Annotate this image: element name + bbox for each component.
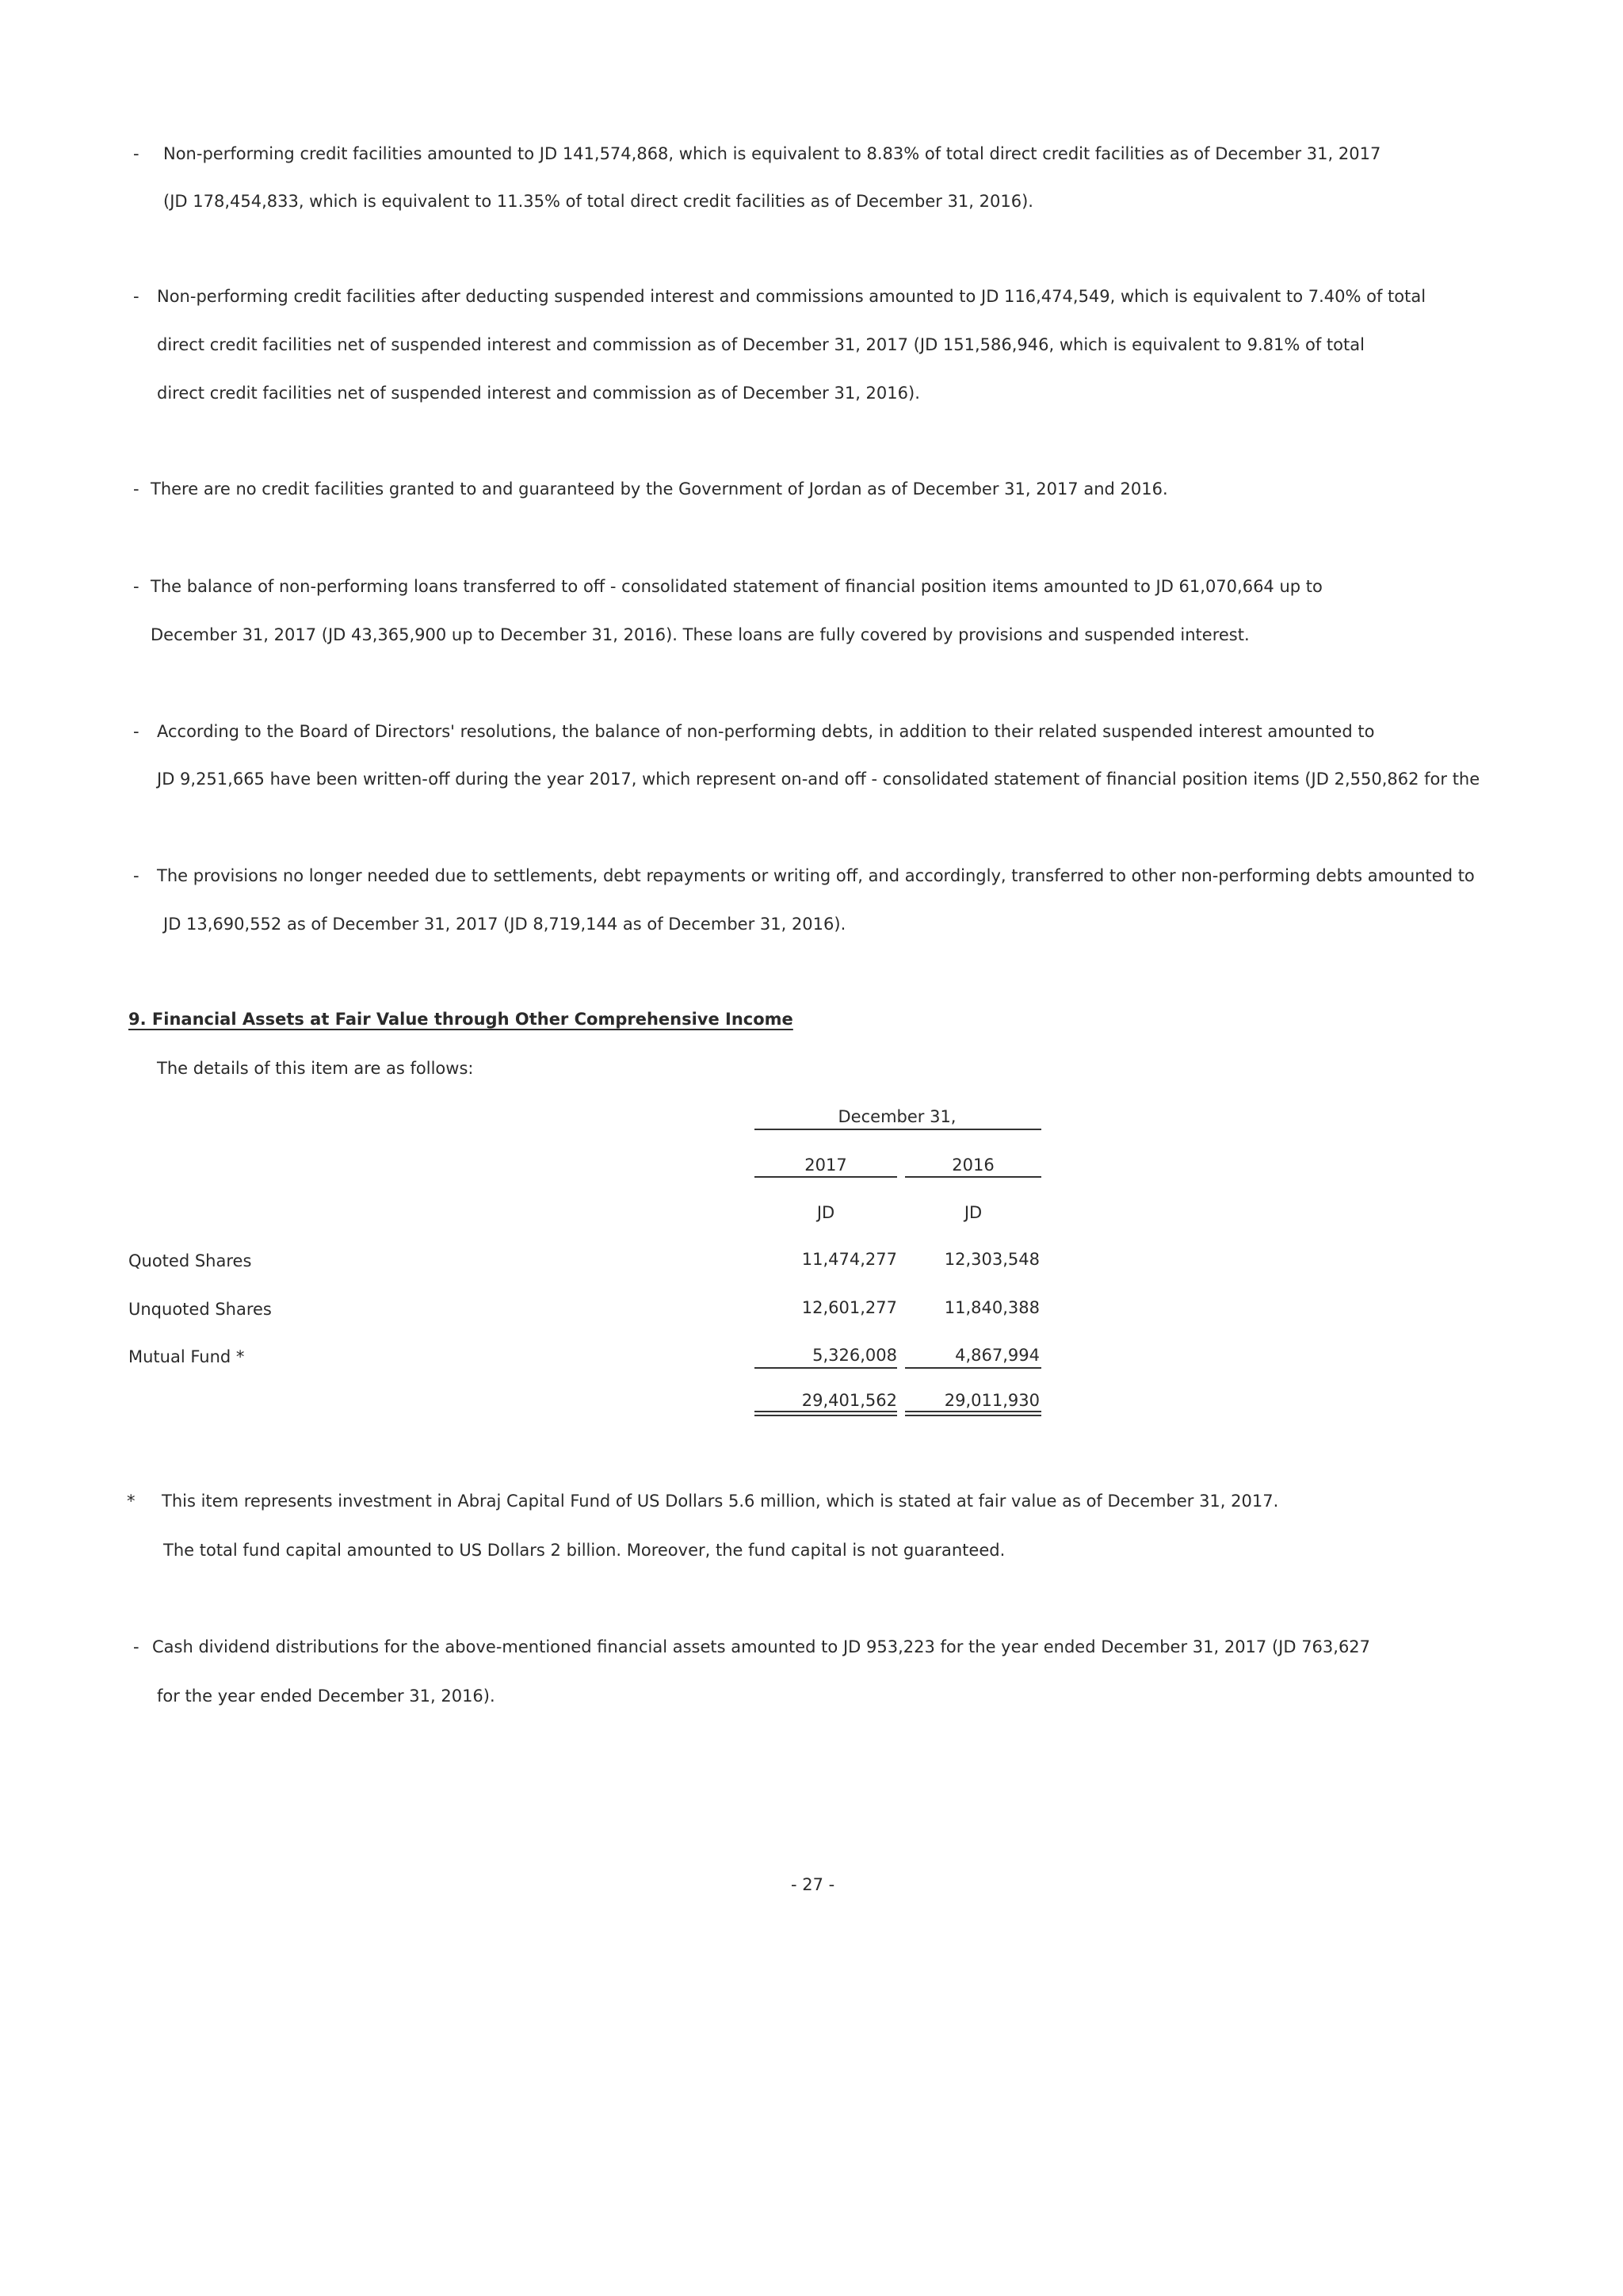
- bullet-marker: -: [133, 479, 139, 499]
- total-double-rule-2017: [754, 1411, 897, 1416]
- bullet-2-line-1: Non-performing credit facilities after deducting suspended interest and commissions amounted to JD 116,474,549, which is equivalent to 7.40% of total: [157, 287, 1426, 306]
- bullet-marker: -: [133, 577, 139, 596]
- section-intro: The details of this item are as follows:: [157, 1059, 474, 1078]
- table-period-header: December 31,: [838, 1107, 957, 1126]
- table-total-2016: 29,011,930: [944, 1391, 1040, 1410]
- table-cell-2016: 12,303,548: [944, 1250, 1040, 1269]
- bullet-4-line-1: The balance of non-performing loans transferred to off - consolidated statement of financial position items amounted to JD 61,070,664 up to: [151, 577, 1323, 596]
- bullet-marker: -: [133, 144, 139, 163]
- table-unit-2017: JD: [816, 1203, 835, 1222]
- bullet-3-line-1: There are no credit facilities granted to and guaranteed by the Government of Jordan as of December 31, 2017 and 2016.: [151, 479, 1168, 499]
- bullet-marker: -: [133, 866, 139, 885]
- bullet-6-line-2: JD 13,690,552 as of December 31, 2017 (JD 8,719,144 as of December 31, 2016).: [163, 915, 846, 934]
- bullet-4-line-2: December 31, 2017 (JD 43,365,900 up to December 31, 2016). These loans are fully covered by provisions and suspended interest.: [151, 625, 1250, 644]
- bullet-1-line-1: Non-performing credit facilities amounted to JD 141,574,868, which is equivalent to 8.83% of total direct credit facilities as of December 31, 2017: [163, 144, 1381, 163]
- period-header-rule: [754, 1129, 1041, 1130]
- bullet-1-line-2: (JD 178,454,833, which is equivalent to 11.35% of total direct credit facilities as of December 31, 2016).: [163, 192, 1033, 211]
- table-cell-2017: 5,326,008: [812, 1346, 897, 1365]
- bullet-6-line-1: The provisions no longer needed due to settlements, debt repayments or writing off, and accordingly, transferred to other non-performing debts amounted to: [157, 866, 1475, 885]
- bullet-5-line-1: According to the Board of Directors' resolutions, the balance of non-performing debts, in addition to their related suspended interest amounted to: [157, 722, 1375, 741]
- table-row-label: Unquoted Shares: [128, 1300, 272, 1319]
- footnote-line-1: This item represents investment in Abraj Capital Fund of US Dollars 5.6 million, which is stated at fair value as of December 31, 2017.: [162, 1492, 1279, 1511]
- bullet-2-line-3: direct credit facilities net of suspended interest and commission as of December 31, 2016).: [157, 384, 920, 403]
- year-2017-rule: [754, 1176, 897, 1178]
- bullet-marker: -: [133, 1637, 139, 1656]
- table-total-2017: 29,401,562: [801, 1391, 897, 1410]
- table-cell-2016: 4,867,994: [955, 1346, 1040, 1365]
- footnote-line-2: The total fund capital amounted to US Dollars 2 billion. Moreover, the fund capital is not guaranteed.: [163, 1541, 1006, 1560]
- table-cell-2017: 11,474,277: [801, 1250, 897, 1269]
- bullet-marker: -: [133, 722, 139, 741]
- table-row-label: Quoted Shares: [128, 1251, 252, 1270]
- footnote-marker: *: [127, 1492, 136, 1511]
- page-number: - 27 -: [791, 1875, 835, 1894]
- total-double-rule-2016: [905, 1411, 1041, 1416]
- final-bullet-line-2: for the year ended December 31, 2016).: [157, 1687, 495, 1706]
- bullet-2-line-2: direct credit facilities net of suspended interest and commission as of December 31, 2017 (JD 151,586,946, which is equivalent to 9.81% of total: [157, 335, 1365, 354]
- subtotal-rule-2017: [754, 1367, 897, 1369]
- bullet-5-line-2: JD 9,251,665 have been written-off during the year 2017, which represent on-and off - consolidated statement of financial position items (JD 2,550,862 for the: [157, 770, 1480, 789]
- bullet-marker: -: [133, 287, 139, 306]
- table-row-label: Mutual Fund *: [128, 1347, 245, 1366]
- year-2016-rule: [905, 1176, 1041, 1178]
- section-heading: 9. Financial Assets at Fair Value through Other Comprehensive Income: [128, 1010, 793, 1029]
- table-year-2017: 2017: [804, 1156, 847, 1175]
- table-unit-2016: JD: [964, 1203, 983, 1222]
- table-year-2016: 2016: [952, 1156, 995, 1175]
- subtotal-rule-2016: [905, 1367, 1041, 1369]
- table-cell-2016: 11,840,388: [944, 1298, 1040, 1317]
- final-bullet-line-1: Cash dividend distributions for the above-mentioned financial assets amounted to JD 953,223 for the year ended December 31, 2017 (JD 763,627: [152, 1637, 1371, 1656]
- table-cell-2017: 12,601,277: [801, 1298, 897, 1317]
